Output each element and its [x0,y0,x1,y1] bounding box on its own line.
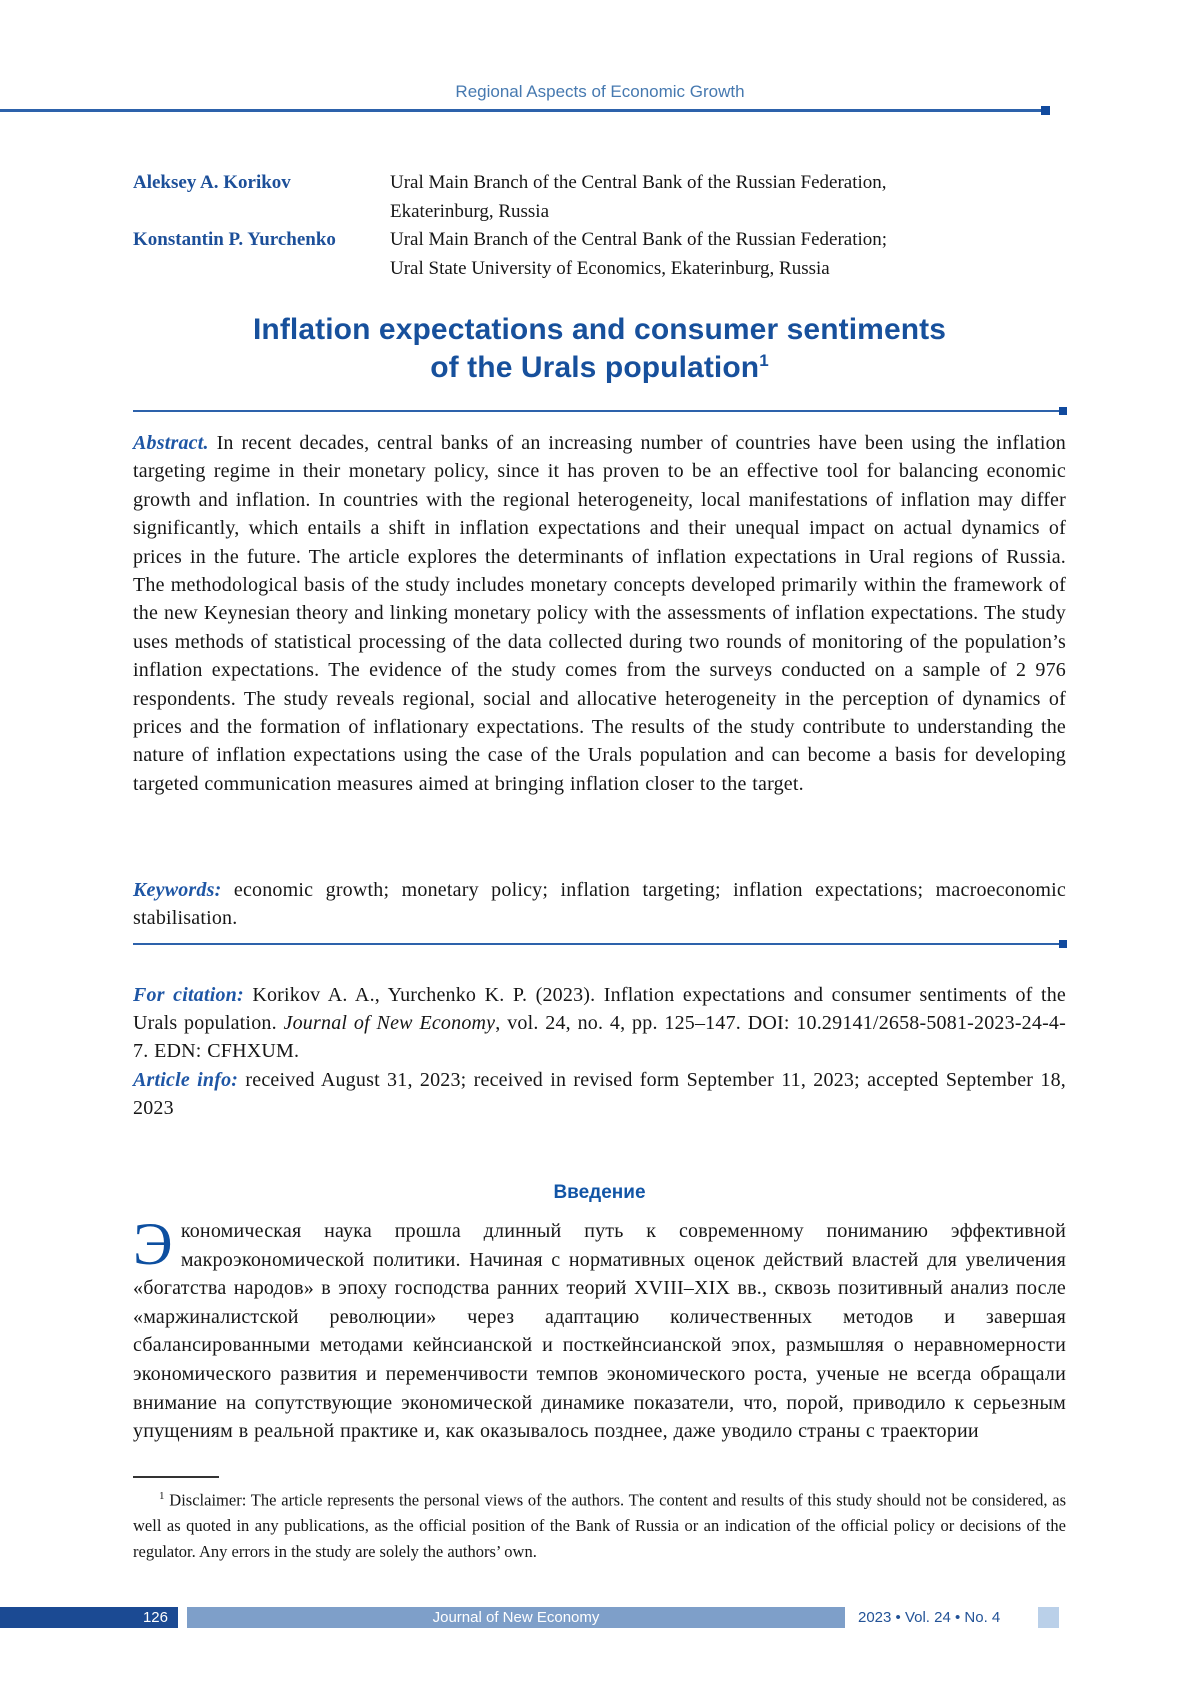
keywords-rule [133,943,1066,945]
title-footnote-marker: 1 [759,351,769,370]
article-info-label: Article info: [133,1068,239,1091]
page-footer [0,1607,1200,1628]
affiliation-line: Ural Main Branch of the Central Bank of the Russian Federation, [390,172,887,193]
author-name: Aleksey A. Korikov [133,172,291,193]
introduction-paragraph [133,1211,1066,1446]
running-head: Regional Aspects of Economic Growth [455,82,745,101]
citation-journal-title: Journal of New Economy [283,1012,496,1035]
introduction-text: кономическая наука прошла длинный путь к современному пониманию эффективной макроэкономической политики. Начиная с нормативных оценок действий властей для увеличения «богатства народов» в эпоху господства ранних теорий XVIII–XIX вв., сквозь позитивный анализ после «маржиналистской революции» через адаптацию количественных методов и завершая сбалансированными методами кейнсианской и посткейнсианской эпох, размышляя о неравномерности экономического развития и переменчивости темпов экономического роста, ученые не всегда обращали внимание на сопутствующие экономической динамике показатели, что, порой, приводило к серьезным упущениям в реальной практике и, как оказывалось позднее, даже уводило страны с траектории [133,1220,1066,1443]
keywords-text: economic growth; monetary policy; inflation targeting; inflation expectations; macroeconomic stabilisation. [133,879,1066,930]
footer-decorative-square [1038,1607,1059,1628]
footnote-rule [133,1476,219,1478]
page-number-box: 126 [0,1607,178,1628]
footnote-text: Disclaimer: The article represents the personal views of the authors. The content and results of this study should not be considered, as well as quoted in any publications, as the official position of the Bank of Russia or an indication of the official policy or decisions of the regulator. Any errors in the study are solely the authors’ own. [133,1490,1066,1562]
affiliation-line: Ural State University of Economics, Ekaterinburg, Russia [390,257,830,279]
citation-label: For citation: [133,984,244,1006]
footnote-paragraph [133,1484,1066,1565]
abstract-text: In recent decades, central banks of an increasing number of countries have been using the inflation targeting regime in their monetary policy, since it has proven to be an effective tool for balancing economic growth and inflation. In countries with the regional heterogeneity, local manifestations of inflation may differ significantly, which entails a shift in inflation expectations and their unequal impact on actual dynamics of prices in the future. The article explores the determinants of inflation expectations in Ural regions of Russia. The methodological basis of the study includes monetary concepts developed primarily within the framework of the new Keynesian theory and linking monetary policy with the assessments of inflation expectations. The study uses methods of statistical processing of the data collected during two rounds of monitoring of the population’s inflation expectations. The evidence of the study comes from the surveys conducted on a sample of 2 976 respondents. The study reveals regional, social and allocative heterogeneity in the perception of dynamics of prices and the formation of inflationary expectations. The results of the study contribute to understanding the nature of inflation expectations using the case of the Urals population and can become a basis for developing targeted communication measures aimed at bringing inflation closer to the target. [133,432,1066,795]
citation-text-before-journal: Korikov A. A., Yurchenko K. P. (2023). Inflation expectations and consumer sentiments of the Urals population. [133,984,1066,1035]
author-affiliation [390,226,1066,283]
citation-block [133,981,1066,1122]
header-rule [0,109,1049,112]
keywords-label: Keywords: [133,879,222,901]
author-row [133,169,1066,226]
abstract-paragraph [133,429,1066,798]
author-affiliation [390,169,1066,226]
affiliation-line: Ural Main Branch of the Central Bank of the Russian Federation; [390,229,888,250]
keywords-paragraph [133,876,1066,933]
article-info-text: received August 31, 2023; received in revised form September 11, 2023; accepted September 18, 2023 [133,1068,1066,1119]
journal-name-bar: Journal of New Economy [187,1607,845,1628]
article-title-line1: Inflation expectations and consumer sentiments [252,313,947,346]
author-name: Konstantin P. Yurchenko [133,229,336,250]
article-info-paragraph [133,1066,1066,1122]
citation-paragraph [133,981,1066,1066]
issue-info: 2023 • Vol. 24 • No. 4 [858,1609,1001,1626]
article-title-line2: of the Urals population [430,351,760,384]
introduction-heading: Введение [553,1182,646,1203]
footnote-marker: 1 [159,1490,165,1502]
author-row [133,226,1066,283]
article-title [133,311,1066,387]
abstract-label: Abstract. [133,432,209,454]
title-rule [133,410,1066,412]
affiliation-line: Ekaterinburg, Russia [390,200,550,222]
drop-cap: Э [133,1211,173,1277]
authors-block [133,169,1066,283]
citation-text-after-journal: , vol. 24, no. 4, pp. 125–147. DOI: 10.29141/2658-5081-2023-24-4-7. EDN: CFHXUM. [133,1012,1066,1063]
